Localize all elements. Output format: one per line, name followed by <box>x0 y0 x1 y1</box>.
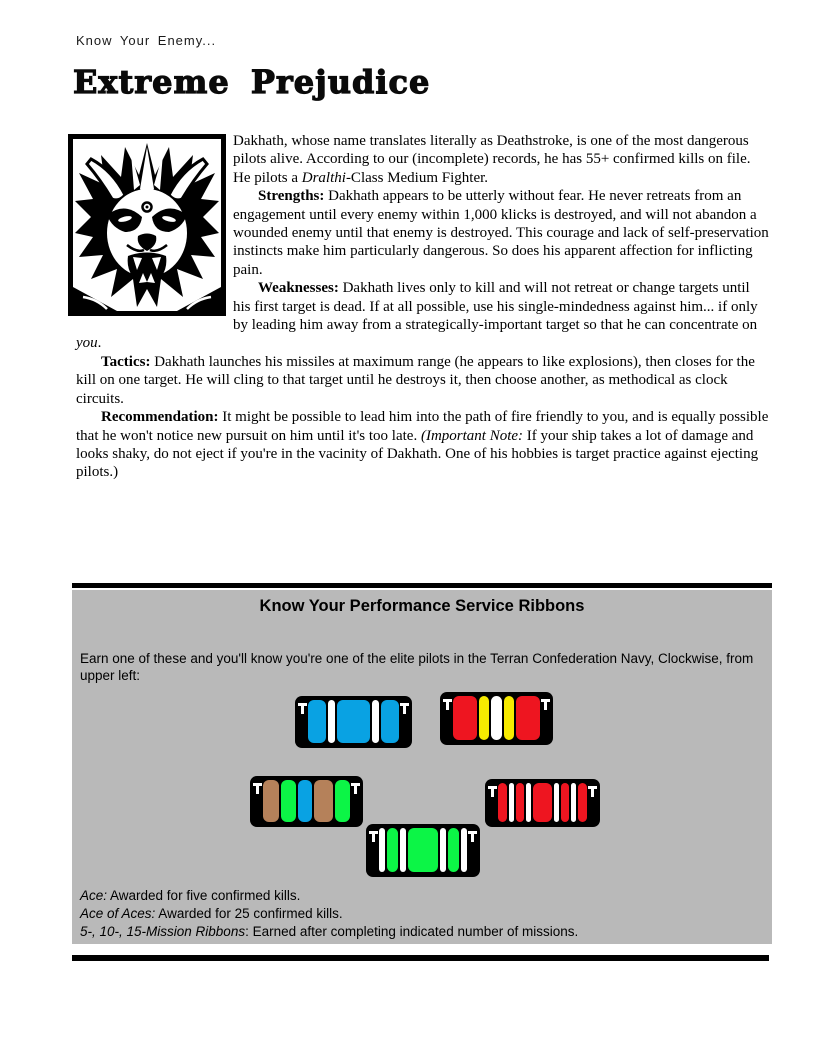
text-segment: Dakhath appears to be utterly without fear. He never retreats from an engagement until every enemy within 1,000 klicks is destroyed, and will not abandon a wounded enemy until that enemy is destroyed. This courage and lack of self-preservation instincts make him particularly dangerous. So does his apparent affection for inflicting pain. <box>233 188 769 278</box>
ribbon-stripe <box>387 828 398 872</box>
text-segment: Tactics: <box>101 353 151 370</box>
ribbon-stripes <box>379 828 467 872</box>
ribbon-stripe <box>461 828 467 872</box>
text-segment: It might be possible to lead him into the path of fire friendly to you, and is equally possible that he won't notice new pursuit on him until it's too late. <box>76 409 769 444</box>
ribbon-stripe <box>516 783 525 822</box>
ribbon-stripe <box>337 700 371 743</box>
text-segment: -Class Medium Fighter. <box>345 169 489 186</box>
ribbon-stripe <box>314 780 333 822</box>
service-ribbon-green-white <box>366 824 480 877</box>
ribbon-stripe <box>298 780 313 822</box>
ribbon-stripe <box>400 828 406 872</box>
text-segment: Dakhath lives only to kill and will not retreat or change targets until his first target is dead. If at all possible, use his single-mindedness against him... if only by leading him away from a strategically-important target so that he can concentrate on <box>233 280 758 334</box>
ribbon-stripe <box>381 700 399 743</box>
text-segment: 5-, 10-, 15-Mission Ribbons <box>80 924 246 939</box>
service-ribbon-red-white <box>485 779 600 827</box>
text-segment: : Earned after completing indicated number of missions. <box>245 924 579 939</box>
kilrathi-portrait <box>68 134 226 316</box>
ribbon-stripes <box>263 780 350 822</box>
ribbon-pin-icon <box>351 783 360 795</box>
ribbon-stripe <box>554 783 559 822</box>
ribbon-stripe <box>372 700 379 743</box>
text-segment: (Important Note: <box>420 427 524 444</box>
ribbon-stripe <box>335 780 350 822</box>
ribbon-stripe <box>509 783 514 822</box>
enemy-profile-article <box>76 132 770 482</box>
ribbon-pin-icon <box>369 831 378 843</box>
kilrathi-portrait-illustration <box>73 139 221 311</box>
caption-ace-of-aces <box>80 905 578 923</box>
ribbon-stripe <box>440 828 446 872</box>
ribbon-pin-icon <box>541 699 550 711</box>
text-segment: Ace of Aces: <box>80 906 156 921</box>
ribbon-stripe <box>479 696 489 740</box>
ribbon-stripes <box>498 783 587 822</box>
text-segment: you <box>76 335 98 352</box>
ribbons-panel-heading: Know Your Performance Service Ribbons <box>259 597 585 615</box>
ribbon-stripe <box>328 700 335 743</box>
text-segment: Recommendation: <box>101 409 219 426</box>
paragraph-recommendation <box>76 408 770 482</box>
ribbon-stripe <box>504 696 514 740</box>
service-ribbon-brown-green <box>250 776 363 827</box>
ribbon-pin-icon <box>253 783 262 795</box>
section-divider-rule <box>72 583 772 588</box>
ribbon-stripe <box>578 783 587 822</box>
eyebrow-text: Know Your Enemy... <box>76 33 217 48</box>
ribbon-captions <box>80 887 578 941</box>
ribbons-panel-intro: Earn one of these and you'll know you're one of the elite pilots in the Terran Confederation Navy, Clockwise, from upper left: <box>80 651 754 683</box>
text-segment: If your ship takes a lot of damage and looks shaky, do not eject if you're in the vacinity of Dakhath. One of his hobbies is target practice against ejecting pilots.) <box>76 427 759 481</box>
text-segment: . <box>97 335 102 352</box>
page-bottom-rule <box>72 955 769 961</box>
ribbon-stripe <box>491 696 503 740</box>
ribbon-stripe <box>526 783 531 822</box>
page-title: Extreme Prejudice <box>73 63 431 101</box>
text-segment: Ace: <box>80 888 108 903</box>
text-segment: Dakhath, whose name translates literally as Deathstroke, is one of the most dangerous pilots alive. According to our (incomplete) records, he has 55+ confirmed kills on file. He pilots a <box>233 133 751 186</box>
service-ribbon-red-yellow <box>440 692 553 745</box>
caption-ace <box>80 887 578 905</box>
text-segment: Awarded for 25 confirmed kills. <box>155 906 343 921</box>
text-segment: Weaknesses: <box>258 280 339 297</box>
ribbon-stripe <box>408 828 438 872</box>
text-segment: Awarded for five confirmed kills. <box>107 888 301 903</box>
ribbon-stripe <box>448 828 459 872</box>
ribbon-pin-icon <box>298 703 307 715</box>
text-segment: Dakhath launches his missiles at maximum range (he appears to like explosions), then closes for the kill on one target. He will cling to that target until he destroys it, then choose another, as methodical as clock circuits. <box>76 353 755 407</box>
ribbon-pin-icon <box>468 831 477 843</box>
ribbon-stripe <box>571 783 576 822</box>
text-segment: Dralthi <box>301 169 346 186</box>
ribbon-pin-icon <box>588 786 597 798</box>
caption-mission-ribbons <box>80 923 578 941</box>
ribbon-stripe <box>498 783 507 822</box>
ribbon-pin-icon <box>400 703 409 715</box>
ribbons-panel <box>72 590 772 944</box>
service-ribbon-blue <box>295 696 412 748</box>
ribbon-stripes <box>453 696 540 740</box>
ribbon-stripe <box>561 783 570 822</box>
ribbon-stripe <box>516 696 540 740</box>
ribbon-stripe <box>379 828 385 872</box>
ribbon-stripe <box>453 696 477 740</box>
ribbon-pin-icon <box>488 786 497 798</box>
ribbon-pin-icon <box>443 699 452 711</box>
ribbon-stripe <box>308 700 326 743</box>
ribbon-stripe <box>281 780 296 822</box>
ribbon-stripe <box>533 783 552 822</box>
text-segment: Strengths: <box>258 188 325 205</box>
ribbon-stripes <box>308 700 399 743</box>
ribbon-stripe <box>263 780 279 822</box>
paragraph-tactics <box>76 353 770 408</box>
